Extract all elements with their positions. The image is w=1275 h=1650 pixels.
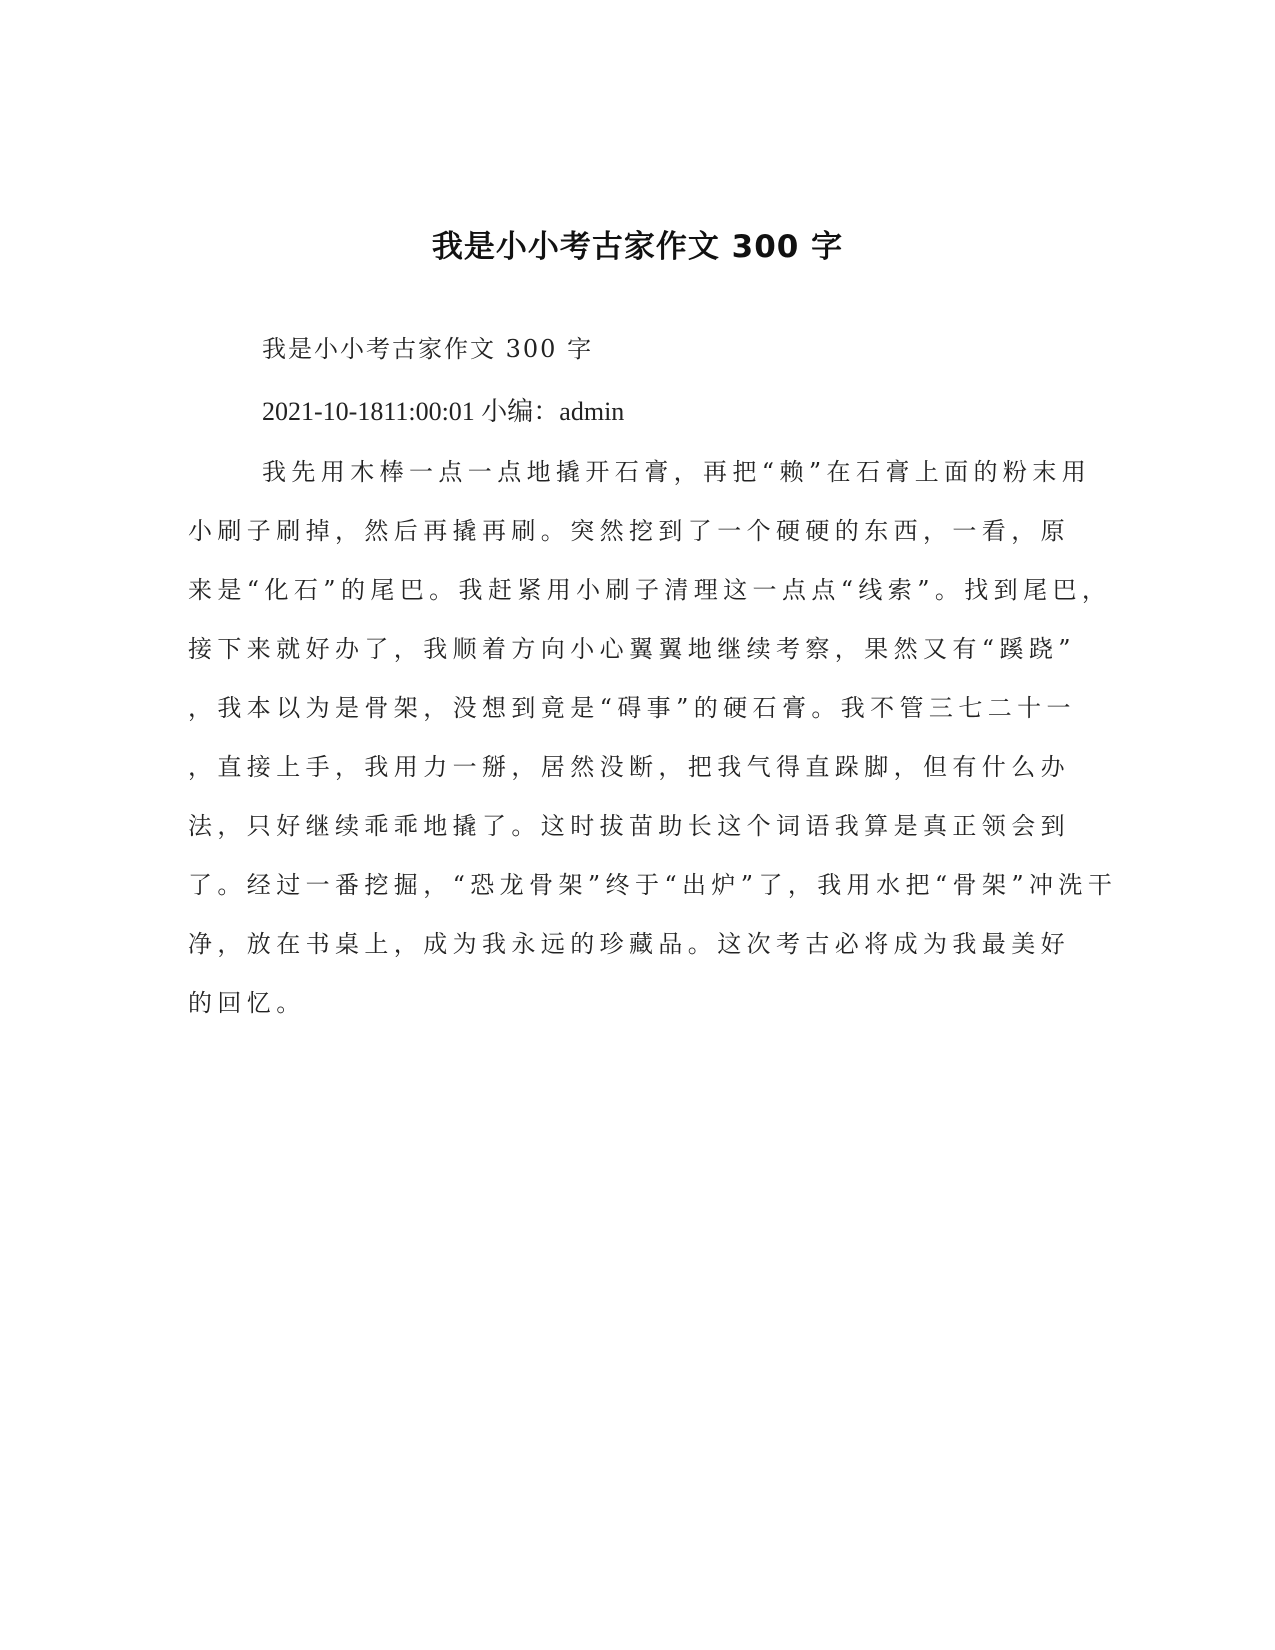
body-line: 的回忆。 (188, 989, 306, 1017)
body-line: 来是“化石”的尾巴。我赶紧用小刷子清理这一点点“线索”。找到尾巴， (188, 576, 1112, 604)
article-meta: 2021-10-1811:00:01 小编：admin (262, 397, 625, 426)
body-line: 了。经过一番挖掘，“恐龙骨架”终于“出炉”了，我用水把“骨架”冲洗干 (188, 871, 1118, 899)
body-line: 法，只好继续乖乖地撬了。这时拔苗助长这个词语我算是真正领会到 (188, 812, 1070, 840)
body-line: 接下来就好办了，我顺着方向小心翼翼地继续考察，果然又有“蹊跷” (188, 635, 1076, 663)
body-line: ，直接上手，我用力一掰，居然没断，把我气得直跺脚，但有什么办 (188, 753, 1070, 781)
article-subtitle: 我是小小考古家作文 300 字 (262, 335, 594, 363)
body-line: 净，放在书桌上，成为我永远的珍藏品。这次考古必将成为我最美好 (188, 930, 1070, 958)
article-body (188, 452, 1118, 1042)
body-line: ，我本以为是骨架，没想到竟是“碍事”的硬石膏。我不管三七二十一 (188, 694, 1076, 722)
body-line: 小刷子刷掉，然后再撬再刷。突然挖到了一个硬硬的东西，一看，原 (188, 517, 1070, 545)
page-title: 我是小小考古家作文 300 字 (431, 228, 844, 265)
body-line: 我先用木棒一点一点地撬开石膏，再把“赖”在石膏上面的粉末用 (262, 458, 1092, 486)
